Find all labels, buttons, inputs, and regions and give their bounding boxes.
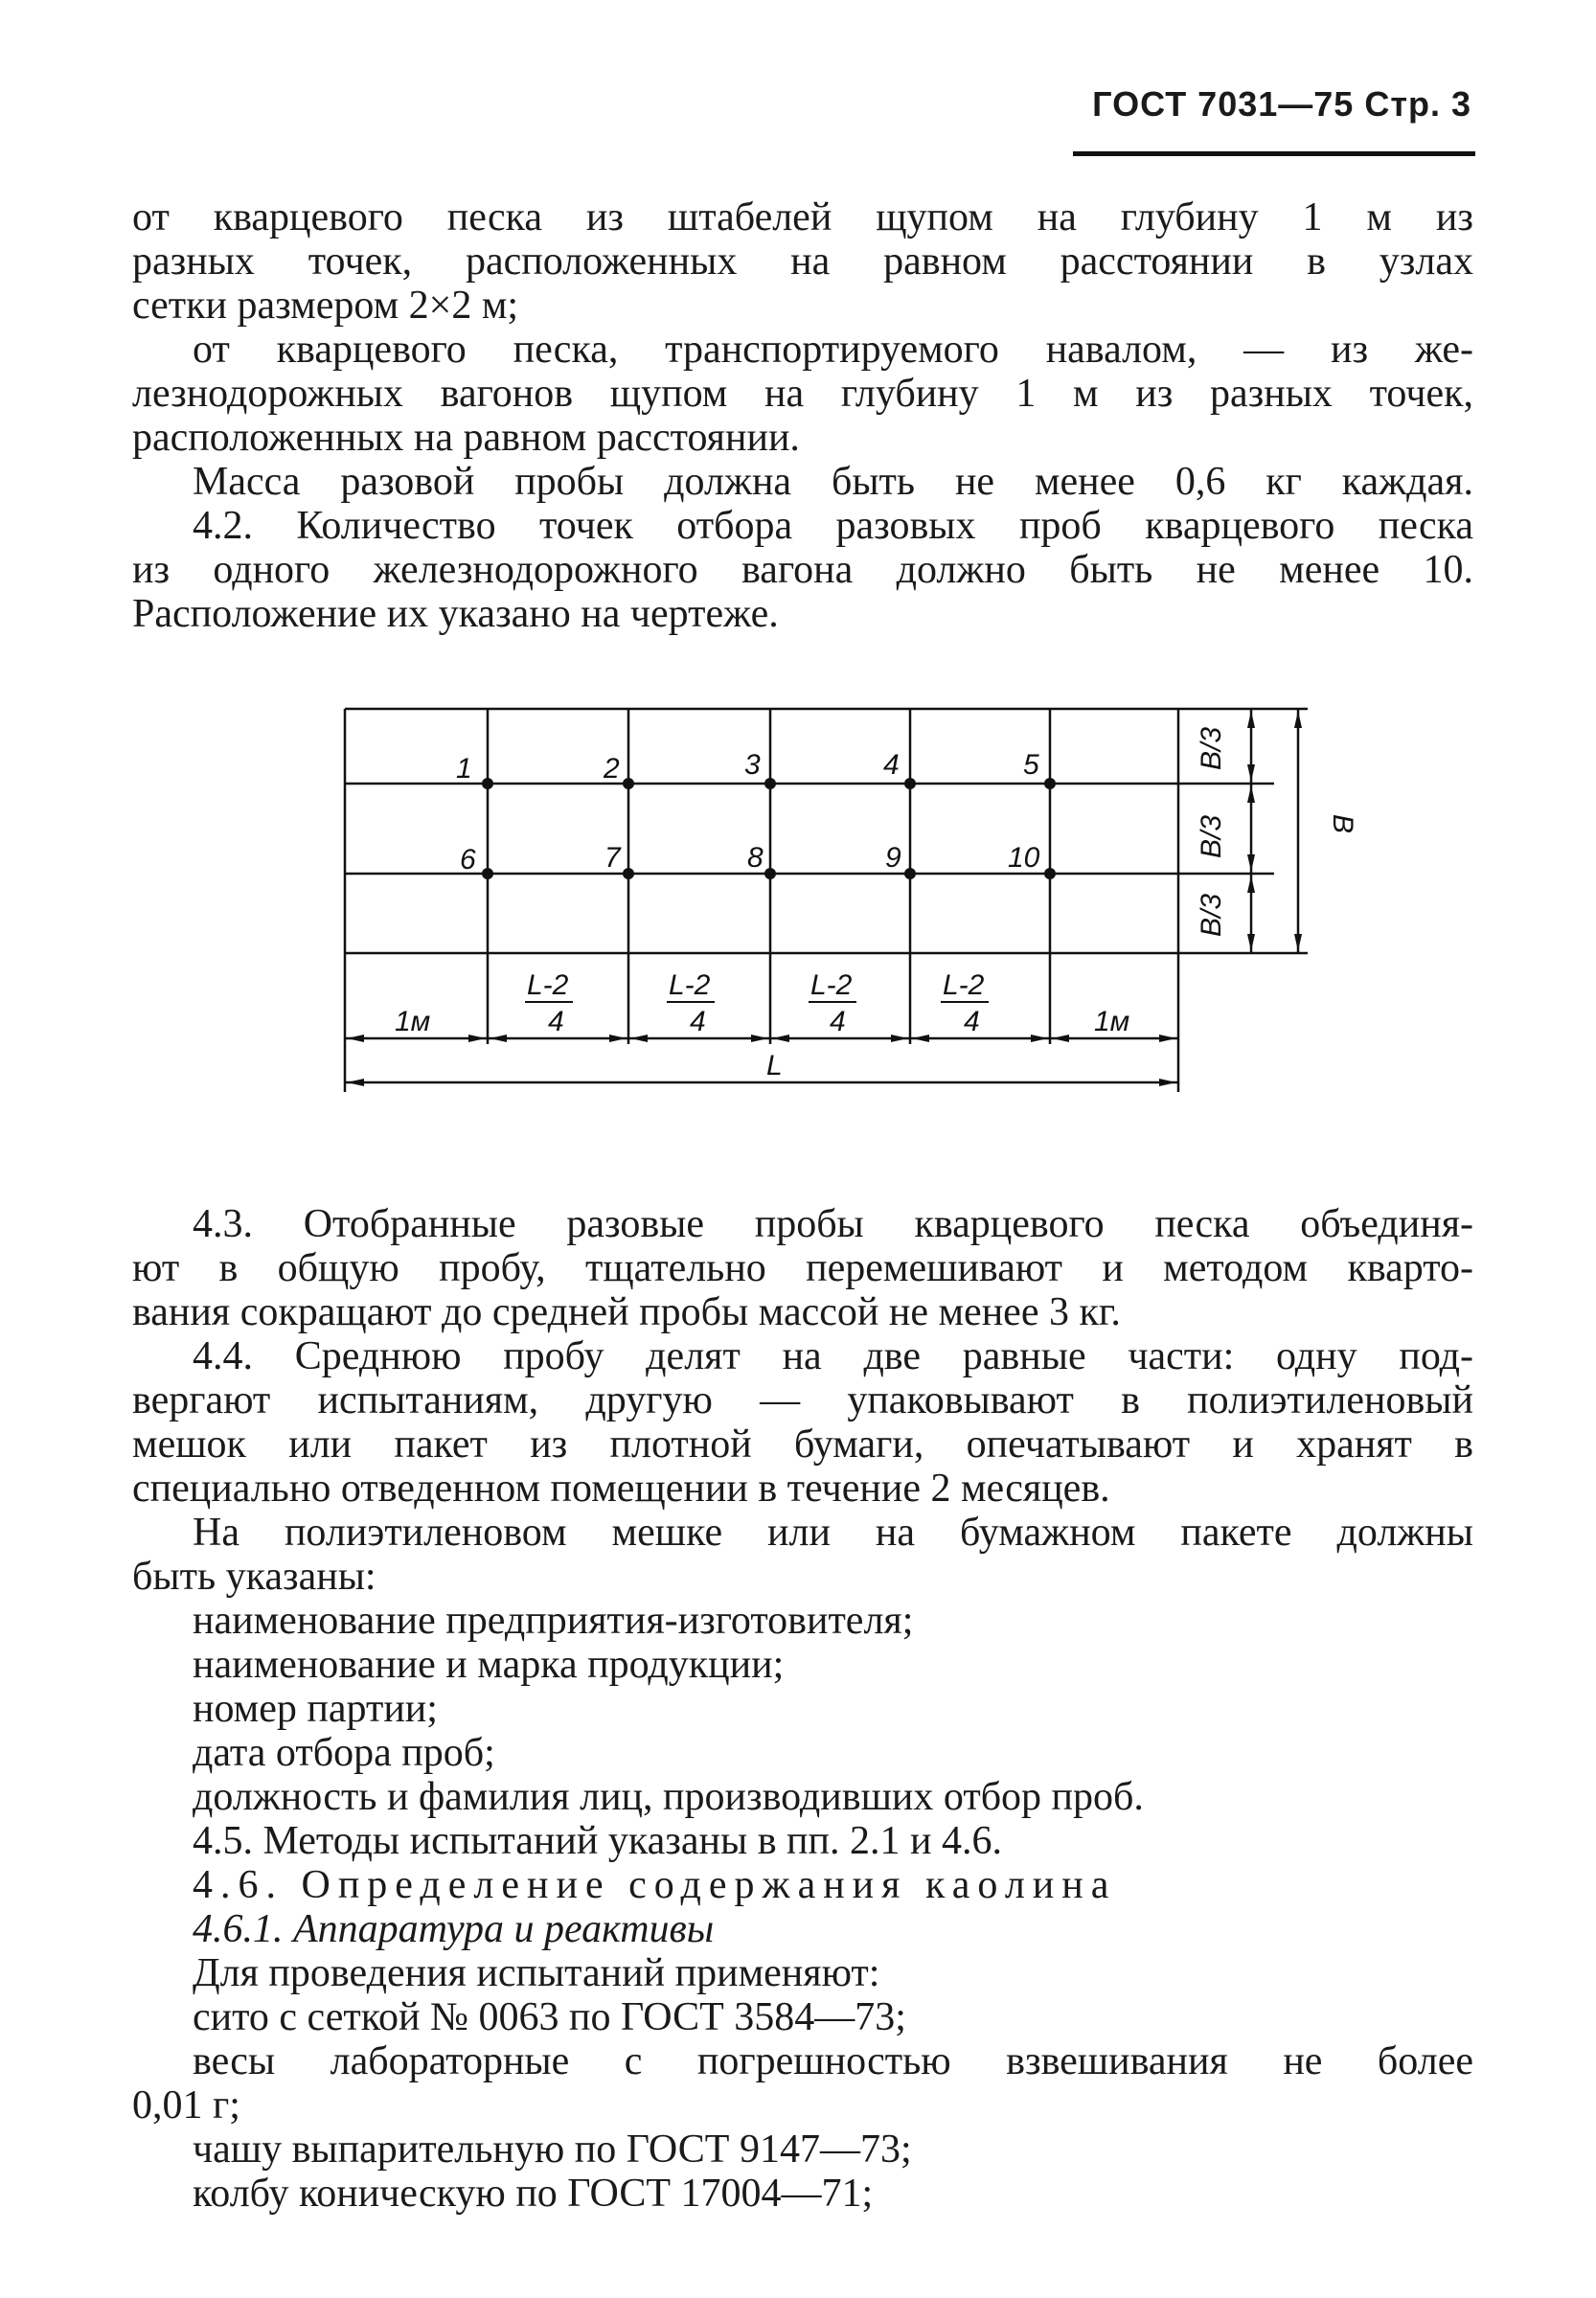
sampling-point (623, 778, 634, 789)
text-line: 4.2. Количество точек отбора разовых проб кварцевого песка (193, 504, 1473, 548)
point-label: 7 (604, 842, 621, 874)
dim-fraction-denominator: 4 (830, 1006, 846, 1037)
text-line: расположенных на равном расстоянии. (132, 416, 800, 460)
dim-fraction-denominator: 4 (690, 1006, 706, 1037)
dim-fraction-denominator: 4 (548, 1006, 564, 1037)
text-line: от кварцевого песка из штабелей щупом на глубину 1 м из (132, 195, 1473, 239)
dim-fraction-denominator: 4 (964, 1006, 980, 1037)
text-line: наименование и марка продукции; (193, 1643, 785, 1687)
text-line: сито с сеткой № 0063 по ГОСТ 3584—73; (193, 1995, 906, 2039)
sampling-point (1044, 868, 1056, 879)
sampling-point (482, 778, 493, 789)
header-text (1092, 84, 1471, 125)
page-header (1073, 79, 1475, 156)
sampling-point (764, 868, 776, 879)
text-line: Расположение их указано на чертеже. (132, 592, 779, 636)
text-line: из одного железнодорожного вагона должно быть не менее 10. (132, 548, 1473, 592)
text-line: Масса разовой пробы должна быть не менее 0,6 кг каждая. (193, 460, 1473, 504)
dim-row-height: B/3 (1196, 726, 1227, 770)
subsection-heading: 4.6.1. Аппаратура и реактивы (193, 1907, 715, 1951)
text-line: лезнодорожных вагонов щупом на глубину 1 м из разных точек, (132, 372, 1473, 416)
page-number: Стр. 3 (1364, 84, 1471, 124)
drawing-svg (335, 690, 1358, 1111)
text-line: колбу коническую по ГОСТ 17004—71; (193, 2172, 874, 2216)
text-block-top (132, 195, 1473, 636)
sampling-point (623, 868, 634, 879)
sampling-points-drawing (335, 690, 1358, 1111)
text-line: мешок или пакет из плотной бумаги, опечатывают и хранят в (132, 1422, 1473, 1467)
point-label: 2 (604, 753, 620, 785)
point-label: 1 (456, 753, 472, 785)
dim-one-meter-left: 1м (395, 1006, 431, 1037)
text-line: сетки размером 2×2 м; (132, 284, 519, 328)
text-line: наименование предприятия-изготовителя; (193, 1599, 914, 1643)
text-line: весы лабораторные с погрешностью взвешивания не более (193, 2039, 1473, 2083)
dim-fraction-numerator: L-2 (810, 969, 853, 1001)
dim-total-length: L (766, 1050, 783, 1081)
text-line: чашу выпарительную по ГОСТ 9147—73; (193, 2127, 912, 2172)
text-line: специально отведенном помещении в течение 2 месяцев. (132, 1467, 1110, 1511)
dim-row-height: B/3 (1196, 893, 1227, 937)
point-label: 8 (747, 842, 764, 874)
dim-one-meter-right: 1м (1094, 1006, 1130, 1037)
text-line: должность и фамилия лиц, производивших отбор проб. (193, 1775, 1144, 1819)
text-line: вания сокращают до средней пробы массой не менее 3 кг. (132, 1290, 1121, 1334)
sampling-point (482, 868, 493, 879)
dim-row-height: B/3 (1196, 814, 1227, 858)
sampling-point (904, 868, 916, 879)
dim-fraction-numerator: L-2 (943, 969, 985, 1001)
point-label: 10 (1008, 842, 1040, 874)
sampling-point (764, 778, 776, 789)
dim-fraction-numerator: L-2 (527, 969, 569, 1001)
point-label: 3 (744, 749, 761, 781)
text-line: 4.4. Среднюю пробу делят на две равные части: одну под- (193, 1334, 1473, 1378)
point-label: 6 (460, 844, 476, 876)
text-line: Для проведения испытаний применяют: (193, 1951, 880, 1995)
text-line: быть указаны: (132, 1555, 376, 1599)
standard-number: ГОСТ 7031—75 (1092, 84, 1355, 124)
text-line: разных точек, расположенных на равном расстоянии в узлах (132, 239, 1473, 284)
point-label: 4 (883, 749, 900, 781)
text-line: номер партии; (193, 1687, 438, 1731)
point-label: 9 (885, 842, 901, 874)
sampling-point (904, 778, 916, 789)
dim-total-height: B (1327, 814, 1358, 834)
text-line: На полиэтиленовом мешке или на бумажном пакете должны (193, 1511, 1473, 1555)
sampling-point (1044, 778, 1056, 789)
dim-fraction-numerator: L-2 (669, 969, 711, 1001)
text-line: дата отбора проб; (193, 1731, 495, 1775)
text-block-bottom (132, 1202, 1473, 2216)
section-heading: 4.6. Определение содержания каолина (193, 1863, 1117, 1907)
text-line: от кварцевого песка, транспортируемого навалом, — из же- (193, 328, 1473, 372)
text-line: 4.5. Методы испытаний указаны в пп. 2.1 и 4.6. (193, 1819, 1002, 1863)
text-line: 4.3. Отобранные разовые пробы кварцевого песка объединя- (193, 1202, 1473, 1246)
point-label: 5 (1023, 749, 1039, 781)
text-line: вергают испытаниям, другую — упаковывают в полиэтиленовый (132, 1378, 1473, 1422)
text-line: 0,01 г; (132, 2083, 240, 2127)
text-line: ют в общую пробу, тщательно перемешивают и методом кварто- (132, 1246, 1473, 1290)
